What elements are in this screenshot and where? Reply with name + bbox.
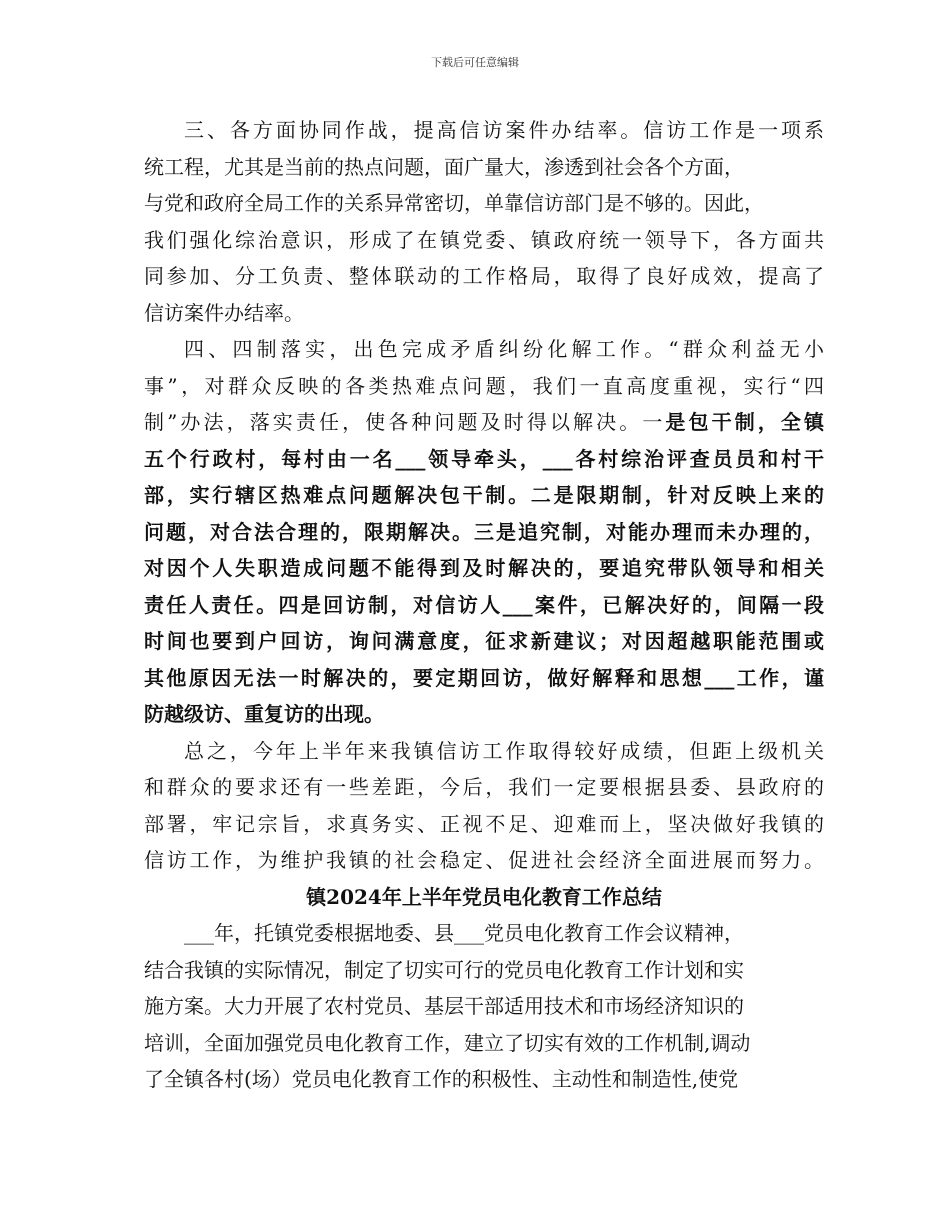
text-line: 培训，全面加强党员电化教育工作，建立了切实有效的工作机制,调动: [144, 1030, 751, 1055]
text-line: 责任人责任。四是回访制，对信访人___案件，已解决好的，间隔一段: [144, 592, 824, 617]
document-body: [144, 112, 824, 1098]
text-line: 部署，牢记宗旨，求真务实、正视不足、迎难而上，坚决做好我镇的: [144, 811, 824, 836]
text-line: 信访案件办结率。: [144, 300, 304, 325]
text-line: 对因个人失职造成问题不能得到及时解决的，要追究带队领导和相关: [144, 556, 824, 580]
text-line: 问题，对合法合理的，限期解决。三是追究制，对能办理而未办理的，: [144, 519, 824, 544]
page-header: 下载后可任意编辑: [431, 56, 519, 69]
text-line: 同参加、分工负责、整体联动的工作格局，取得了良好成效，提高了: [144, 264, 824, 288]
text-line: 四、四制落实，出色完成矛盾纠纷化解工作。“群众利益无小: [184, 337, 824, 361]
text-line: ___年，托镇党委根据地委、县___党员电化教育工作会议精神，: [184, 921, 744, 945]
text-line: 事”，对群众反映的各类热难点问题，我们一直高度重视，实行“四: [144, 373, 824, 398]
text-line: 其他原因无法一时解决的，要定期回访，做好解释和思想___工作，谨: [144, 665, 824, 690]
text-line: 统工程，尤其是当前的热点问题，面广量大，渗透到社会各个方面，: [144, 154, 744, 179]
text-line: 信访工作，为维护我镇的社会稳定、促进社会经济全面进展而努力。: [144, 848, 824, 872]
text-line: 制”办法，落实责任，使各种问题及时得以解决。一是包干制，全镇: [144, 410, 824, 434]
text-line: 了全镇各村(场）党员电化教育工作的积极性、主动性和制造性,使党: [144, 1067, 739, 1091]
text-line: 三、各方面协同作战，提高信访案件办结率。信访工作是一项系: [184, 118, 824, 142]
text-line: 结合我镇的实际情况，制定了切实可行的党员电化教育工作计划和实: [144, 957, 744, 982]
text-line: 总之，今年上半年来我镇信访工作取得较好成绩，但距上级机关: [184, 738, 824, 763]
text-line: 五个行政村，每村由一名___领导牵头，___各村综治评查员员和村干: [144, 446, 824, 471]
text-line: 我们强化综治意识，形成了在镇党委、镇政府统一领导下，各方面共: [144, 227, 824, 252]
text-line: 部，实行辖区热难点问题解决包干制。二是限期制，针对反映上来的: [144, 483, 824, 507]
text-line: 和群众的要求还有一些差距，今后，我们一定要根据县委、县政府的: [144, 775, 824, 799]
text-line: 与党和政府全局工作的关系异常密切，单靠信访部门是不够的。因此，: [144, 191, 764, 215]
text-line: 防越级访、重复访的出现。: [144, 702, 384, 726]
text-line: 施方案。大力开展了农村党员、基层干部适用技术和市场经济知识的: [144, 994, 744, 1018]
text-line: 时间也要到户回访，询问满意度，征求新建议；对因超越职能范围或: [144, 629, 824, 653]
section-title: 镇2024年上半年党员电化教育工作总结: [306, 884, 662, 909]
